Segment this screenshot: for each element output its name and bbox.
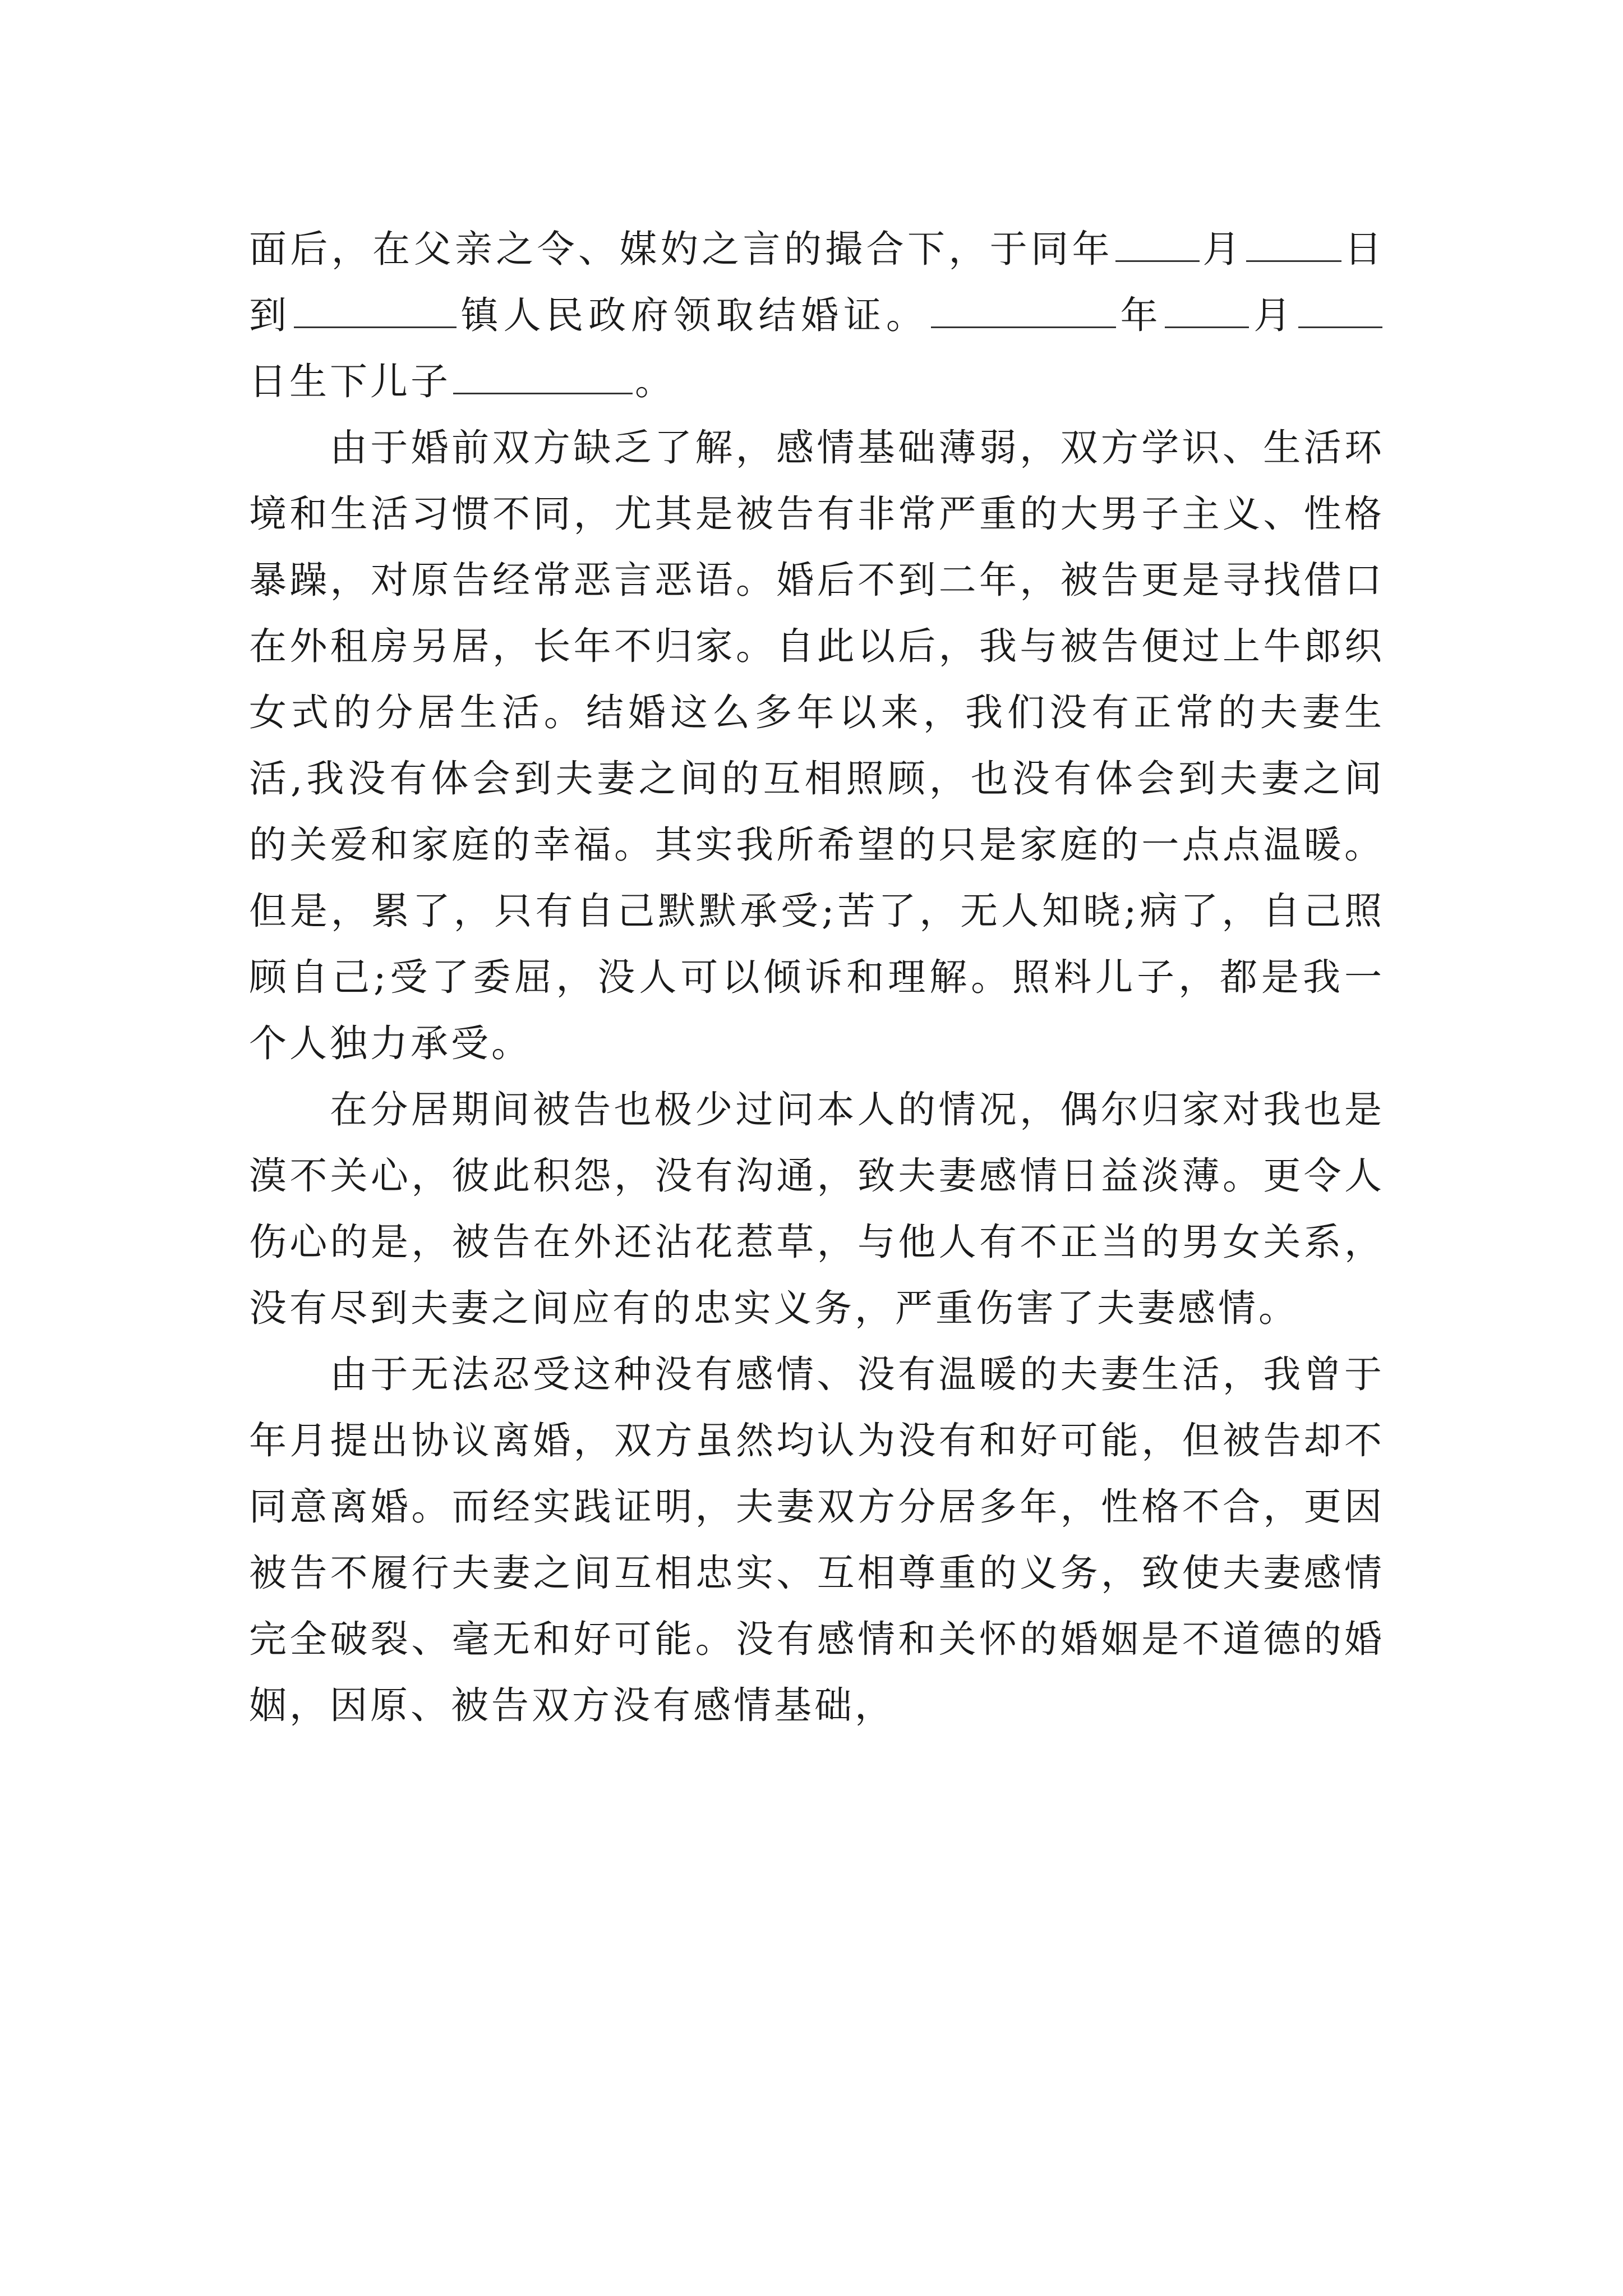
blank-birth-day-field[interactable]	[1298, 291, 1382, 328]
blank-town-field[interactable]	[294, 291, 457, 328]
text-segment: 月	[1201, 227, 1244, 271]
text-segment: 年	[1118, 293, 1163, 337]
paragraph-separation: 在分居期间被告也极少过问本人的情况，偶尔归家对我也是漠不关心，彼此积怨，没有沟通，致夫妻感情日益淡薄。更令人伤心的是，被告在外还沾花惹草，与他人有不正当的男女关系，没有尽到夫妻之间应有的忠实义务，严重伤害了夫妻感情。	[249, 1088, 1385, 1330]
document-body	[249, 216, 1385, 1738]
blank-birth-year-field[interactable]	[931, 291, 1116, 328]
text-segment: 日到	[249, 227, 1385, 337]
blank-month-field[interactable]	[1115, 224, 1200, 262]
text-segment: 。	[635, 360, 675, 403]
paragraph-marriage-problems: 由于婚前双方缺乏了解，感情基础薄弱，双方学识、生活环境和生活习惯不同，尤其是被告有非常严重的大男子主义、性格暴躁，对原告经常恶言恶语。婚后不到二年，被告更是寻找借口在外租房另居，长年不归家。自此以后，我与被告便过上牛郎织女式的分居生活。结婚这么多年以来，我们没有正常的夫妻生活,我没有体会到夫妻之间的互相照顾，也没有体会到夫妻之间的关爱和家庭的幸福。其实我所希望的只是家庭的一点点温暖。但是，累了，只有自己默默承受;苦了，无人知晓;病了，自己照顾自己;受了委屈，没人可以倾诉和理解。照料儿子，都是我一个人独力承受。	[249, 426, 1385, 1065]
text-segment: 日生下儿子	[249, 360, 451, 403]
blank-son-name-field[interactable]	[453, 357, 633, 394]
text-segment: 面后，在父亲之令、媒妁之言的撮合下，于同年	[249, 227, 1113, 271]
text-segment: 镇人民政府领取结婚证。	[458, 293, 929, 337]
blank-birth-month-field[interactable]	[1165, 291, 1249, 328]
blank-day-field[interactable]	[1246, 224, 1341, 262]
paragraph-divorce-reason: 由于无法忍受这种没有感情、没有温暖的夫妻生活，我曾于年月提出协议离婚，双方虽然均认为没有和好可能，但被告却不同意离婚。而经实践证明，夫妻双方分居多年，性格不合，更因被告不履行夫妻之间互相忠实、互相尊重的义务，致使夫妻感情完全破裂、毫无和好可能。没有感情和关怀的婚姻是不道德的婚姻，因原、被告双方没有感情基础，	[249, 1352, 1385, 1727]
paragraph-marriage-record	[249, 216, 1385, 415]
text-segment: 月	[1251, 293, 1297, 337]
